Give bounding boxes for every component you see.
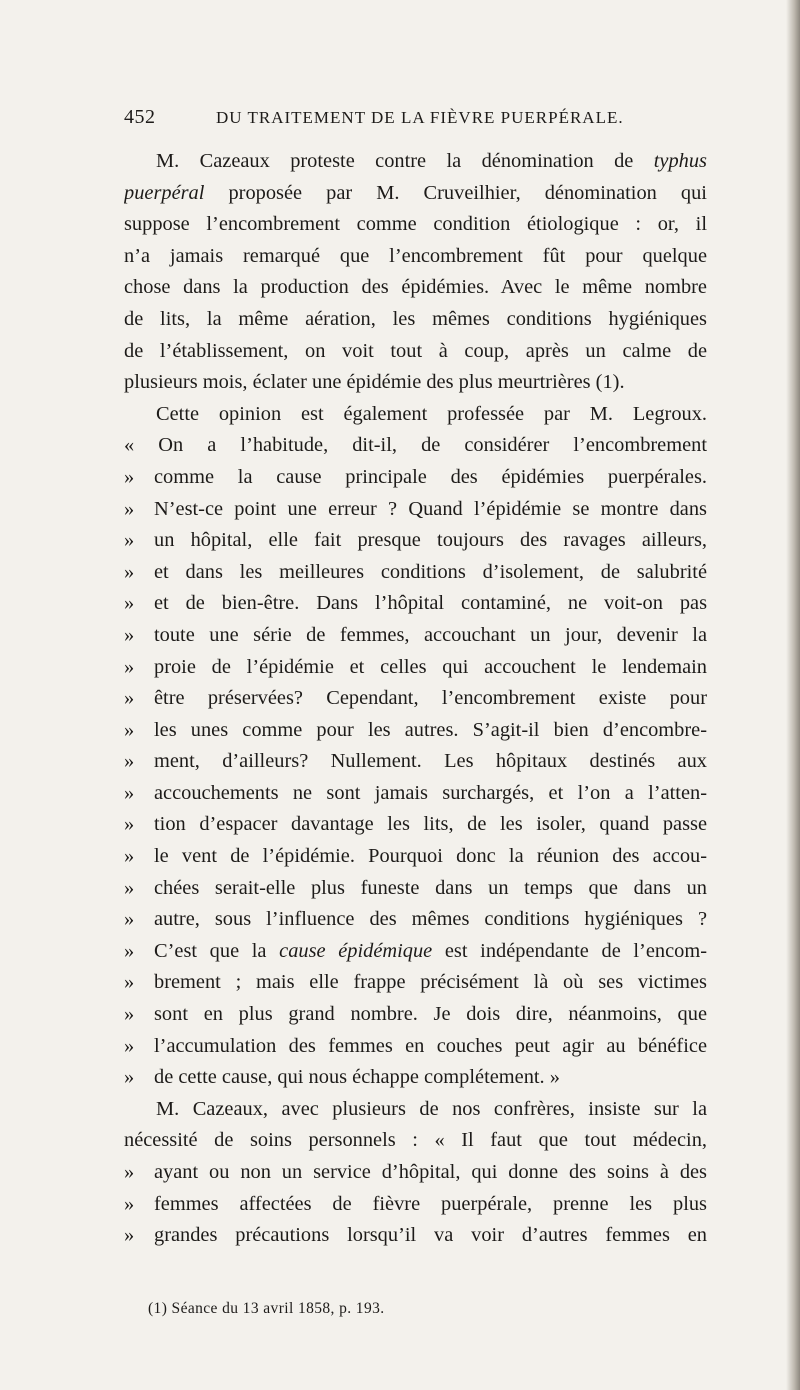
text-line: » accouchements ne sont jamais surchargés, et l’on a l’atten- (124, 781, 707, 804)
text-line: » les unes comme pour les autres. S’agit-il bien d’encombre- (124, 718, 707, 741)
text-line: puerpéral proposée par M. Cruveilhier, dénomination qui (124, 181, 707, 204)
text-line: de lits, la même aération, les mêmes conditions hygiéniques (124, 307, 707, 330)
text-line: » brement ; mais elle frappe précisément là où ses victimes (124, 971, 707, 994)
text-line: » sont en plus grand nombre. Je dois dire, néanmoins, que (124, 1003, 707, 1026)
text-line: Cette opinion est également professée par M. Legroux. (156, 402, 707, 425)
footnote: (1) Séance du 13 avril 1858, p. 193. (148, 1300, 385, 1317)
text-line: » tion d’espacer davantage les lits, de les isoler, quand passe (124, 813, 707, 836)
text-line: » femmes affectées de fièvre puerpérale, prenne les plus (124, 1192, 707, 1215)
text-line: » et dans les meilleures conditions d’isolement, de salubrité (124, 560, 707, 583)
text-line: » chées serait-elle plus funeste dans un temps que dans un (124, 876, 707, 899)
text-line: » un hôpital, elle fait presque toujours des ravages ailleurs, (124, 529, 707, 552)
text-line: M. Cazeaux proteste contre la dénomination de typhus (156, 150, 707, 172)
text-line: de l’établissement, on voit tout à coup, après un calme de (124, 339, 707, 362)
text-line: M. Cazeaux, avec plusieurs de nos confrères, insiste sur la (156, 1097, 707, 1120)
body-text (124, 146, 707, 1252)
text-line: » N’est-ce point une erreur ? Quand l’épidémie se montre dans (124, 497, 707, 520)
text-line: » proie de l’épidémie et celles qui accouchent le lendemain (124, 655, 707, 678)
text-line: » C’est que la cause épidémique est indépendante de l’encom- (124, 939, 707, 962)
text-line: » de cette cause, qui nous échappe complétement. » (124, 1066, 560, 1089)
page-number: 452 (124, 106, 156, 128)
text-line: chose dans la production des épidémies. Avec le même nombre (124, 276, 707, 299)
text-line: » ayant ou non un service d’hôpital, qui donne des soins à des (124, 1161, 707, 1183)
text-line: » être préservées? Cependant, l’encombrement existe pour (124, 687, 707, 710)
text-line: nécessité de soins personnels : « Il faut que tout médecin, (124, 1129, 707, 1152)
text-line: suppose l’encombrement comme condition étiologique : or, il (124, 213, 707, 236)
text-line: » et de bien-être. Dans l’hôpital contaminé, ne voit-on pas (124, 592, 707, 615)
text-line: » le vent de l’épidémie. Pourquoi donc la réunion des accou- (124, 845, 707, 868)
text-line: plusieurs mois, éclater une épidémie des plus meurtrières (1). (124, 371, 625, 394)
text-line: » l’accumulation des femmes en couches peut agir au bénéfice (124, 1034, 707, 1057)
running-header (124, 106, 704, 132)
text-line: « On a l’habitude, dit-il, de considérer l’encombrement (124, 434, 707, 457)
text-line: » ment, d’ailleurs? Nullement. Les hôpitaux destinés aux (124, 750, 707, 773)
text-line: n’a jamais remarqué que l’encombrement fût pour quelque (124, 244, 707, 267)
text-line: » grandes précautions lorsqu’il va voir d’autres femmes en (124, 1224, 707, 1247)
page-edge-shadow (786, 0, 800, 1390)
text-line: » autre, sous l’influence des mêmes conditions hygiéniques ? (124, 908, 707, 931)
text-line: » toute une série de femmes, accouchant un jour, devenir la (124, 623, 707, 646)
text-line: » comme la cause principale des épidémies puerpérales. (124, 465, 707, 488)
running-title: DU TRAITEMENT DE LA FIÈVRE PUERPÉRALE. (216, 108, 624, 127)
